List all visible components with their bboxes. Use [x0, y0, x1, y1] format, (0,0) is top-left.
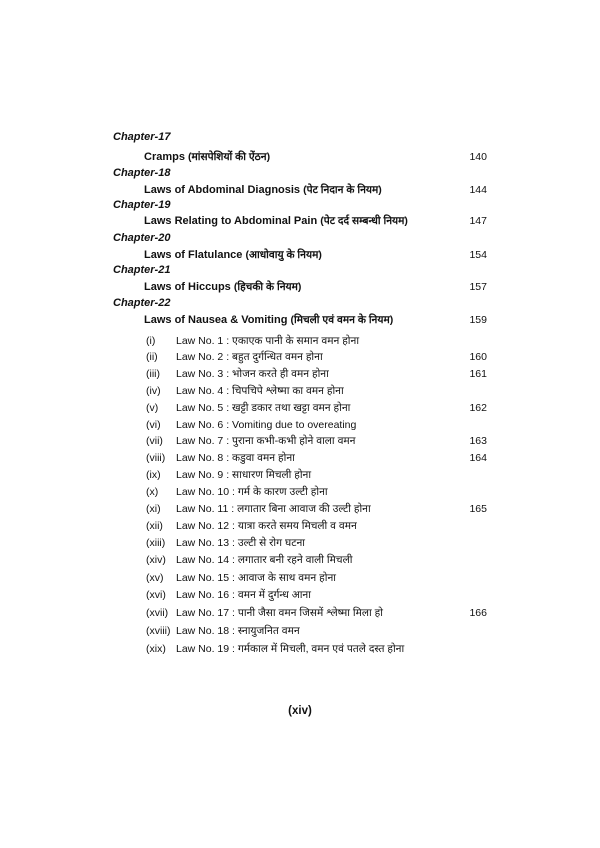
chapter-title-hi: (पेट निदान के नियम)	[303, 184, 382, 196]
chapter-page: 144	[469, 184, 487, 196]
law-roman: (xii)	[146, 520, 163, 532]
chapter-label: Chapter-20	[113, 232, 171, 244]
chapter-label: Chapter-22	[113, 297, 171, 309]
law-roman: (vii)	[146, 435, 163, 447]
law-text: Law No. 3 : भोजन करते ही वमन होना	[176, 368, 329, 380]
chapter-title	[144, 280, 301, 294]
chapter-page: 159	[469, 314, 487, 326]
law-page: 163	[469, 435, 487, 447]
chapter-title-hi: (मिचली एवं वमन के नियम)	[290, 314, 394, 326]
law-page: 164	[469, 452, 487, 464]
law-roman: (viii)	[146, 452, 166, 464]
chapter-title	[144, 150, 270, 164]
law-page: 165	[469, 503, 487, 515]
chapter-title-hi: (आधोवायु के नियम)	[245, 249, 322, 261]
law-text: Law No. 8 : कडुवा वमन होना	[176, 452, 295, 464]
law-roman: (v)	[146, 402, 159, 414]
chapter-label: Chapter-18	[113, 167, 171, 179]
chapter-title-en: Laws of Hiccups	[144, 281, 231, 293]
chapter-page: 154	[469, 249, 487, 261]
law-page: 166	[469, 607, 487, 619]
law-text: Law No. 11 : लगातार बिना आवाज की उल्टी होना	[176, 503, 371, 515]
law-roman: (iii)	[146, 368, 160, 380]
law-text: Law No. 6 : Vomiting due to overeating	[176, 419, 357, 431]
law-text: Law No. 16 : वमन में दुर्गन्ध आना	[176, 589, 311, 601]
law-roman: (ix)	[146, 469, 161, 481]
law-roman: (iv)	[146, 385, 161, 397]
law-text: Law No. 19 : गर्मकाल में मिचली, वमन एवं पतले दस्त होना	[176, 643, 405, 655]
law-roman: (xiv)	[146, 554, 166, 566]
law-page: 161	[469, 368, 487, 380]
law-roman: (i)	[146, 335, 156, 347]
law-roman: (xi)	[146, 503, 161, 515]
chapter-title-en: Laws Relating to Abdominal Pain	[144, 215, 318, 227]
law-text: Law No. 12 : यात्रा करते समय मिचली व वमन	[176, 520, 357, 532]
law-roman: (xiii)	[146, 537, 166, 549]
law-roman: (xix)	[146, 643, 166, 655]
law-page: 162	[469, 402, 487, 414]
chapter-title	[144, 313, 393, 327]
chapter-title-hi: (पेट दर्द सम्बन्धी नियम)	[320, 215, 408, 227]
law-text: Law No. 10 : गर्म के कारण उल्टी होना	[176, 486, 328, 498]
law-roman: (xviii)	[146, 625, 171, 637]
law-text: Law No. 17 : पानी जैसा वमन जिसमें श्लेष्मा मिला हो	[176, 607, 383, 619]
law-text: Law No. 18 : स्नायुजनित वमन	[176, 625, 300, 637]
law-roman: (vi)	[146, 419, 161, 431]
law-text: Law No. 15 : आवाज के साथ वमन होना	[176, 572, 336, 584]
law-roman: (xvi)	[146, 589, 166, 601]
chapter-label: Chapter-17	[113, 131, 171, 143]
law-roman: (xv)	[146, 572, 164, 584]
law-page: 160	[469, 351, 487, 363]
law-text: Law No. 1 : एकाएक पानी के समान वमन होना	[176, 335, 360, 347]
chapter-title-en: Cramps	[144, 151, 185, 163]
law-text: Law No. 5 : खट्टी डकार तथा खट्टा वमन होना	[176, 402, 351, 414]
page-number: (xiv)	[288, 705, 312, 717]
chapter-title-hi: (मांसपेशियों की ऐंठन)	[188, 151, 271, 163]
law-text: Law No. 7 : पुराना कभी-कभी होने वाला वमन	[176, 435, 356, 447]
chapter-title	[144, 183, 382, 197]
chapter-page: 157	[469, 281, 487, 293]
law-text: Law No. 9 : साधारण मिचली होना	[176, 469, 312, 481]
chapter-label: Chapter-19	[113, 199, 171, 211]
law-text: Law No. 2 : बहुत दुर्गन्धित वमन होना	[176, 351, 323, 363]
law-roman: (ii)	[146, 351, 158, 363]
chapter-title-en: Laws of Abdominal Diagnosis	[144, 184, 301, 196]
chapter-title-en: Laws of Flatulance	[144, 249, 243, 261]
chapter-page: 140	[469, 151, 487, 163]
law-roman: (xvii)	[146, 607, 169, 619]
law-text: Law No. 4 : चिपचिपे श्लेष्मा का वमन होना	[176, 385, 344, 397]
law-text: Law No. 14 : लगातार बनी रहने वाली मिचली	[176, 554, 353, 566]
chapter-title	[144, 248, 322, 262]
chapter-title	[144, 214, 408, 228]
chapter-page: 147	[469, 215, 487, 227]
chapter-label: Chapter-21	[113, 264, 171, 276]
law-roman: (x)	[146, 486, 159, 498]
law-text: Law No. 13 : उल्टी से रोग घटना	[176, 537, 306, 549]
chapter-title-en: Laws of Nausea & Vomiting	[144, 314, 288, 326]
chapter-title-hi: (हिचकी के नियम)	[233, 281, 302, 293]
